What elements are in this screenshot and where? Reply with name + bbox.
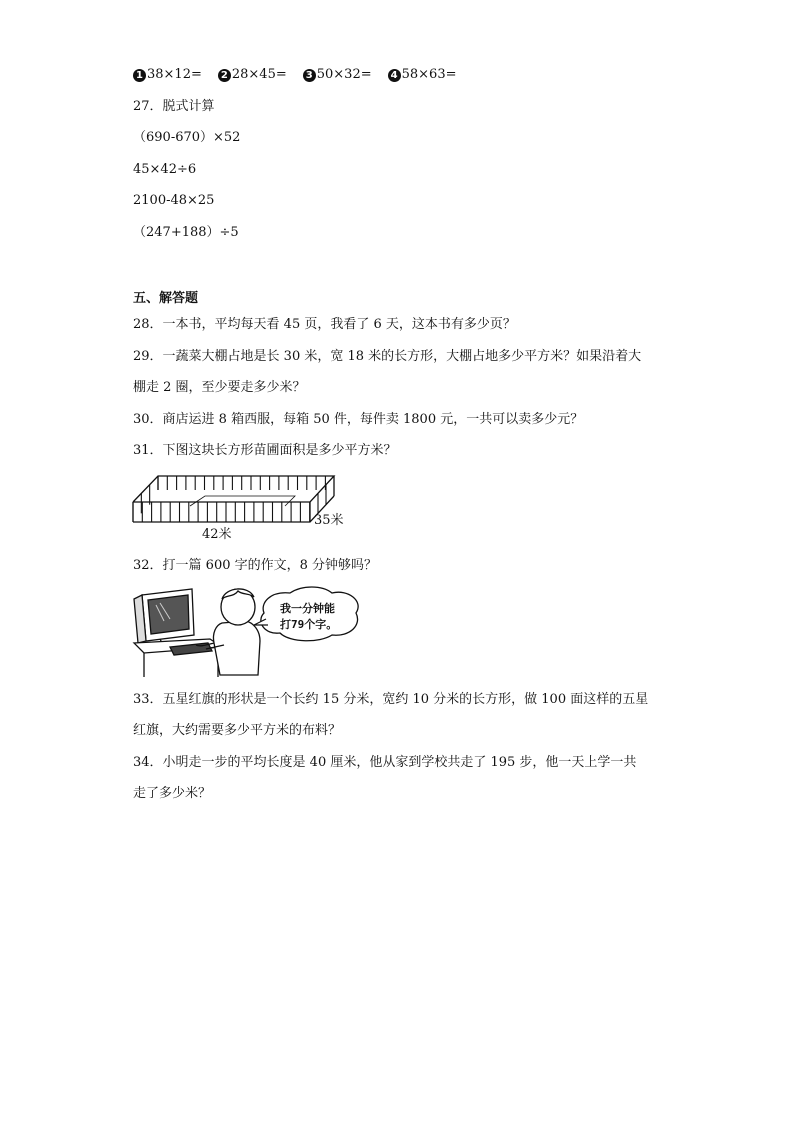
calc-item-4 bbox=[388, 66, 457, 84]
circled-number: 4 bbox=[388, 69, 401, 82]
typing-boy-illustration bbox=[130, 585, 365, 680]
question-27-title: 27．脱式计算 bbox=[133, 99, 215, 114]
speech-bubble bbox=[254, 587, 358, 641]
q27-item-2: 45×42÷6 bbox=[133, 162, 197, 177]
question-29-line-2: 棚走 2 圈，至少要走多少米？ bbox=[133, 380, 306, 395]
fence-figure bbox=[130, 468, 355, 540]
circled-number: 1 bbox=[133, 69, 146, 82]
calc-expression: 58×63= bbox=[401, 67, 457, 82]
speech-line-1: 我一分钟能 bbox=[280, 602, 335, 615]
q27-item-4: （247+188）÷5 bbox=[133, 225, 239, 240]
calc-expression: 50×32= bbox=[316, 67, 372, 82]
question-33-line-2: 红旗，大约需要多少平方米的布料？ bbox=[133, 723, 342, 738]
calc-item-2 bbox=[218, 66, 287, 84]
circled-number: 3 bbox=[303, 69, 316, 82]
calc-expression: 38×12= bbox=[147, 67, 202, 82]
question-30: 30．商店运进 8 箱西服，每箱 50 件，每件卖 1800 元，一共可以卖多少元？ bbox=[133, 412, 584, 427]
section-heading: 五、解答题 bbox=[133, 291, 199, 306]
vertical-calc-row bbox=[133, 66, 473, 84]
fence-width-label: 35米 bbox=[314, 513, 344, 528]
question-34-line-1: 34．小明走一步的平均长度是 40 厘米，他从家到学校共走了 195 步，他一天上学一共 bbox=[133, 755, 637, 770]
calc-expression: 28×45= bbox=[231, 67, 287, 82]
speech-line-2: 打79个字。 bbox=[280, 618, 338, 631]
computer-illustration bbox=[134, 589, 260, 677]
question-28: 28．一本书，平均每天看 45 页，我看了 6 天，这本书有多少页？ bbox=[133, 317, 516, 332]
question-34-line-2: 走了多少米？ bbox=[133, 786, 212, 801]
calc-item-3 bbox=[303, 66, 372, 84]
question-29-line-1: 29．一蔬菜大棚占地是长 30 米，宽 18 米的长方形，大棚占地多少平方米？如果沿着大 bbox=[133, 349, 642, 364]
question-33-line-1: 33．五星红旗的形状是一个长约 15 分米，宽约 10 分米的长方形，做 100 面这样的五星 bbox=[133, 692, 649, 707]
q27-item-1: （690-670）×52 bbox=[133, 130, 241, 145]
circled-number: 2 bbox=[218, 69, 231, 82]
question-32: 32．打一篇 600 字的作文，8 分钟够吗？ bbox=[133, 558, 378, 573]
calc-item-1 bbox=[133, 66, 202, 84]
fence-length-label: 42米 bbox=[202, 527, 232, 540]
q27-item-3: 2100-48×25 bbox=[133, 193, 215, 208]
question-31: 31．下图这块长方形苗圃面积是多少平方米？ bbox=[133, 443, 397, 458]
